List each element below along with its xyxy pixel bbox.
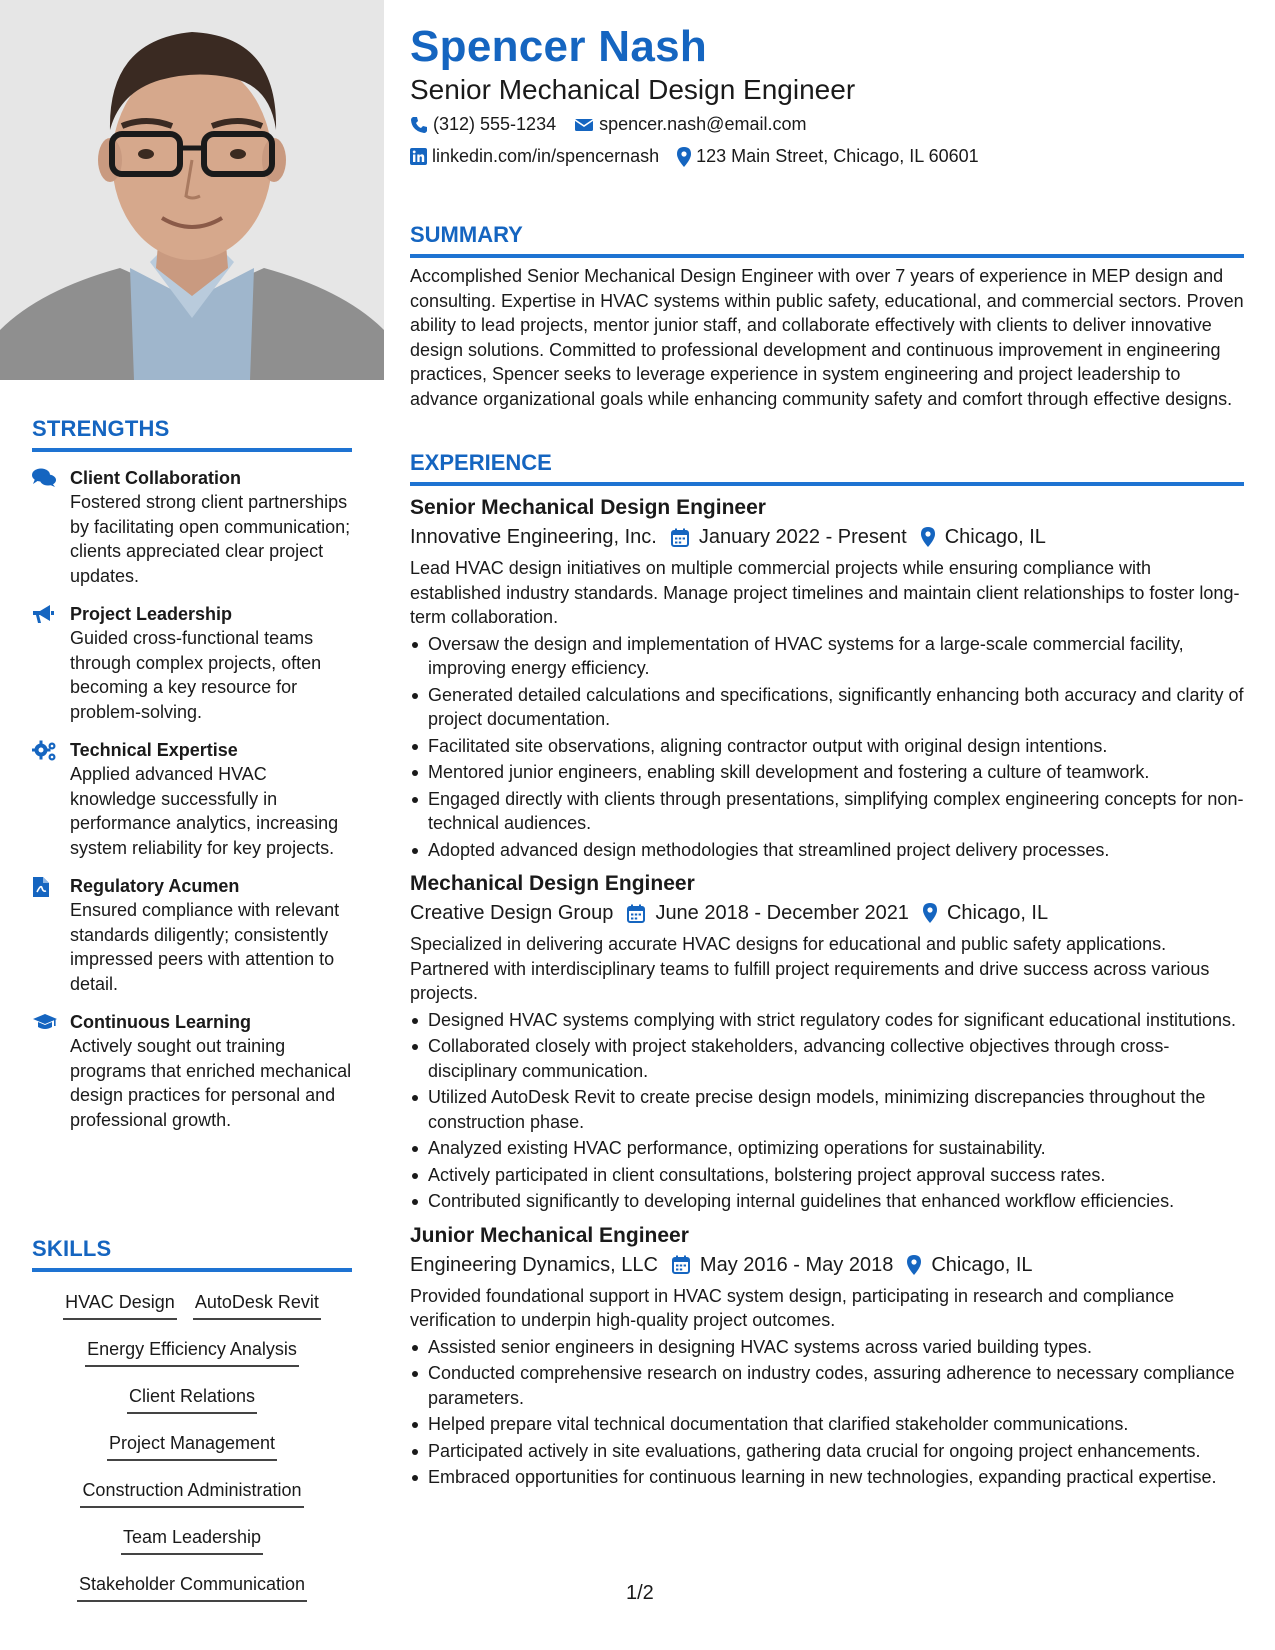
list-item: Embraced opportunities for continuous learning in new technologies, expanding practical expertise. bbox=[410, 1465, 1244, 1490]
candidate-name: Spencer Nash bbox=[410, 22, 708, 71]
location-pin-icon bbox=[907, 1255, 921, 1275]
list-item: Generated detailed calculations and specifications, significantly enhancing both accuracy and clarity of project documentation. bbox=[410, 683, 1244, 732]
job-description: Lead HVAC design initiatives on multiple commercial projects while ensuring compliance with established industry standards. Manage project timelines and maintain client relationships to foster long-term collaboration. bbox=[410, 558, 1240, 627]
strength-item bbox=[32, 738, 352, 860]
summary-text: Accomplished Senior Mechanical Design Engineer with over 7 years of experience in MEP design and consulting. Expertise in HVAC systems within public safety, educational, and commercial sectors. Proven ability to lead projects, mentor junior staff, and collaborate effectively with clients to deliver innovative design solutions. Committed to professional development and continuous improvement in engineering practices, Spencer seeks to leverage experience in system engineering and project leadership to advance organizational goals while enhancing community safety and comfort through effective designs. bbox=[410, 266, 1244, 409]
job-location: Chicago, IL bbox=[944, 526, 1046, 548]
job-bullets bbox=[410, 1008, 1244, 1214]
location-pin-icon bbox=[677, 147, 691, 167]
comments-icon bbox=[32, 466, 70, 588]
strength-title: Project Leadership bbox=[70, 604, 233, 624]
calendar-icon bbox=[627, 904, 645, 923]
strength-desc: Actively sought out training programs that enriched mechanical design practices for personal and professional growth. bbox=[70, 1036, 352, 1130]
strength-item bbox=[32, 874, 352, 996]
contact-row bbox=[410, 114, 824, 135]
job-entry bbox=[410, 494, 1244, 862]
job-description: Specialized in delivering accurate HVAC designs for educational and public safety applications. Partnered with interdisciplinary teams to fulfill project requirements and drive success across various projects. bbox=[410, 934, 1210, 1003]
linkedin-contact[interactable] bbox=[410, 146, 659, 167]
job-bullets bbox=[410, 632, 1244, 863]
strength-item bbox=[32, 602, 352, 724]
list-item: Facilitated site observations, aligning contractor output with original design intentions. bbox=[410, 734, 1244, 759]
skills-section bbox=[32, 1236, 352, 1611]
list-item: Conducted comprehensive research on industry codes, assuring adherence to necessary compliance parameters. bbox=[410, 1361, 1244, 1410]
strength-title: Continuous Learning bbox=[70, 1012, 251, 1032]
strength-desc: Guided cross-functional teams through complex projects, often becoming a key resource for problem-solving. bbox=[70, 628, 322, 722]
megaphone-icon bbox=[32, 602, 70, 724]
list-item: Collaborated closely with project stakeholders, advancing collective objectives through cross-disciplinary communication. bbox=[410, 1034, 1244, 1083]
job-title: Junior Mechanical Engineer bbox=[410, 1223, 689, 1247]
experience-rule bbox=[410, 482, 1244, 486]
job-meta bbox=[410, 898, 1244, 928]
list-item: Analyzed existing HVAC performance, optimizing operations for sustainability. bbox=[410, 1136, 1244, 1161]
job-dates: May 2016 - May 2018 bbox=[699, 1253, 894, 1276]
address-text: 123 Main Street, Chicago, IL 60601 bbox=[696, 146, 979, 166]
strength-item bbox=[32, 466, 352, 588]
list-item: Participated actively in site evaluations, gathering data crucial for ongoing project enhancements. bbox=[410, 1439, 1244, 1464]
strength-desc: Applied advanced HVAC knowledge successfully in performance analytics, increasing system reliability for key projects. bbox=[70, 764, 339, 858]
strength-desc: Ensured compliance with relevant standards diligently; consistently impressed peers with attention to detail. bbox=[70, 900, 340, 994]
envelope-icon bbox=[574, 117, 594, 133]
strengths-rule bbox=[32, 448, 352, 452]
experience-heading: EXPERIENCE bbox=[410, 450, 552, 475]
candidate-title: Senior Mechanical Design Engineer bbox=[410, 74, 856, 105]
linkedin-icon bbox=[410, 148, 427, 165]
list-item: Engaged directly with clients through presentations, simplifying complex engineering concepts for non-technical audiences. bbox=[410, 787, 1244, 836]
summary-heading: SUMMARY bbox=[410, 222, 523, 247]
list-item: Mentored junior engineers, enabling skill development and fostering a culture of teamwork. bbox=[410, 760, 1244, 785]
sidebar bbox=[0, 0, 384, 1650]
skills-list bbox=[32, 1282, 352, 1611]
skills-rule bbox=[32, 1268, 352, 1272]
profile-photo bbox=[0, 0, 384, 380]
skill-tag: Energy Efficiency Analysis bbox=[85, 1337, 299, 1367]
job-title: Senior Mechanical Design Engineer bbox=[410, 496, 766, 519]
job-meta bbox=[410, 1250, 1244, 1280]
strengths-section bbox=[32, 416, 352, 1132]
job-description: Provided foundational support in HVAC system design, participating in research and compliance verification to underpin high-quality project outcomes. bbox=[410, 1285, 1175, 1330]
experience-section bbox=[410, 450, 1244, 1492]
job-company: Creative Design Group bbox=[410, 902, 614, 924]
job-entry bbox=[410, 870, 1244, 1214]
strengths-heading: STRENGTHS bbox=[32, 416, 170, 441]
skills-heading: SKILLS bbox=[32, 1236, 112, 1261]
skill-tag: Team Leadership bbox=[121, 1525, 263, 1555]
graduation-cap-icon bbox=[32, 1010, 70, 1132]
list-item: Utilized AutoDesk Revit to create precise design models, minimizing discrepancies throughout the construction phase. bbox=[410, 1085, 1244, 1134]
job-bullets bbox=[410, 1335, 1244, 1490]
skill-tag: Project Management bbox=[107, 1431, 277, 1461]
calendar-icon bbox=[672, 1255, 690, 1274]
strength-item bbox=[32, 1010, 352, 1132]
job-dates: June 2018 - December 2021 bbox=[655, 902, 909, 924]
skill-tag: AutoDesk Revit bbox=[193, 1290, 321, 1320]
job-title: Mechanical Design Engineer bbox=[410, 872, 695, 895]
list-item: Contributed significantly to developing internal guidelines that enhanced workflow efficiencies. bbox=[410, 1189, 1244, 1214]
location-pin-icon bbox=[923, 903, 937, 923]
skill-tag: HVAC Design bbox=[63, 1290, 177, 1320]
skill-tag: Stakeholder Communication bbox=[77, 1572, 307, 1602]
phone-icon bbox=[410, 116, 428, 134]
list-item: Actively participated in client consultations, bolstering project approval success rates. bbox=[410, 1163, 1244, 1188]
job-entry bbox=[410, 1222, 1244, 1490]
job-dates: January 2022 - Present bbox=[698, 526, 907, 548]
list-item: Designed HVAC systems complying with strict regulatory codes for significant educational institutions. bbox=[410, 1008, 1244, 1033]
summary-section bbox=[410, 222, 1244, 411]
summary-rule bbox=[410, 254, 1244, 258]
list-item: Adopted advanced design methodologies that streamlined project delivery processes. bbox=[410, 838, 1244, 863]
linkedin-text[interactable]: linkedin.com/in/spencernash bbox=[432, 146, 660, 166]
strength-title: Technical Expertise bbox=[70, 740, 238, 760]
job-meta bbox=[410, 522, 1244, 552]
email-contact[interactable] bbox=[574, 114, 806, 135]
calendar-icon bbox=[671, 528, 689, 547]
phone-contact bbox=[410, 114, 556, 135]
gears-icon bbox=[32, 738, 70, 860]
strength-title: Client Collaboration bbox=[70, 468, 241, 488]
list-item: Helped prepare vital technical documentation that clarified stakeholder communications. bbox=[410, 1412, 1244, 1437]
strength-desc: Fostered strong client partnerships by facilitating open communication; clients appreciated clear project updates. bbox=[70, 492, 351, 586]
address-contact bbox=[677, 146, 979, 167]
contact-row-2 bbox=[410, 146, 997, 167]
pdf-file-icon bbox=[32, 874, 70, 996]
strength-title: Regulatory Acumen bbox=[70, 876, 240, 896]
location-pin-icon bbox=[921, 527, 935, 547]
list-item: Oversaw the design and implementation of HVAC systems for a large-scale commercial facility, improving energy efficiency. bbox=[410, 632, 1244, 681]
skill-tag: Client Relations bbox=[127, 1384, 257, 1414]
page-indicator: 1/2 bbox=[626, 1582, 654, 1604]
job-company: Innovative Engineering, Inc. bbox=[410, 526, 657, 548]
phone-text: (312) 555-1234 bbox=[433, 114, 557, 134]
list-item: Assisted senior engineers in designing HVAC systems across varied building types. bbox=[410, 1335, 1244, 1360]
skill-tag: Construction Administration bbox=[80, 1478, 303, 1508]
job-location: Chicago, IL bbox=[931, 1253, 1033, 1276]
job-company: Engineering Dynamics, LLC bbox=[410, 1253, 658, 1276]
email-text[interactable]: spencer.nash@email.com bbox=[599, 114, 807, 134]
job-location: Chicago, IL bbox=[946, 902, 1049, 924]
